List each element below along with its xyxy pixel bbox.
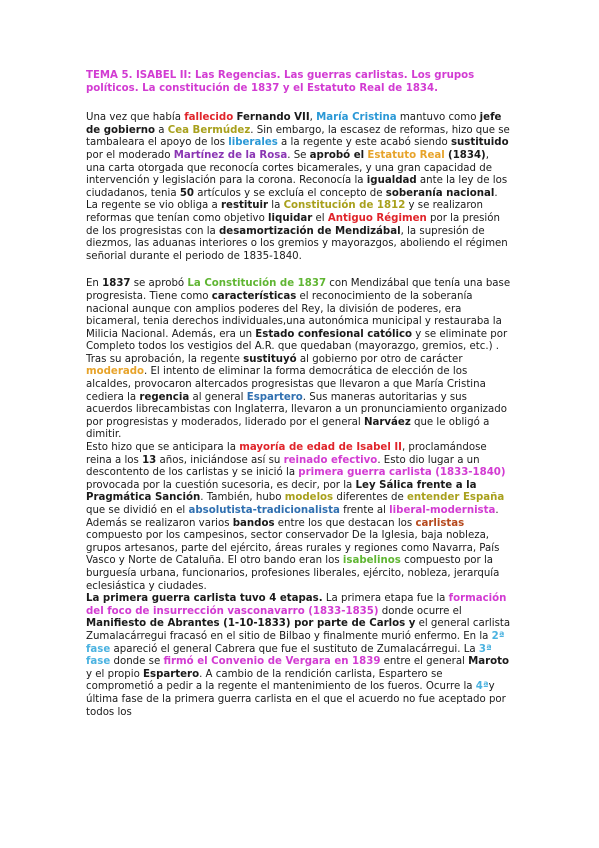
text-run: el reconocimiento de la soberanía nacional aunque con amplios poderes del Rey, la división de poderes, era bicameral, tenia derechos individuales,una autonómica municipal y restauraba la Milicia Nacional. Además, era un (86, 290, 502, 340)
text-run: y el propio (86, 668, 144, 680)
text-run: compuesto por los campesinos, sector conservador De la Iglesia, baja nobleza, grupos artesanos, parte del ejército, áreas rurales y regiones como Navarra, País Vasco y Norte de Cataluña. El otro bando eran los (86, 530, 500, 567)
text-run: Constitución de 1812 (283, 200, 406, 212)
paragraph-constitucion-1837 (86, 278, 511, 442)
text-run: Cea Bermúdez (167, 124, 251, 136)
text-run: restituir (221, 200, 269, 212)
text-run: . A cambio de la rendición carlista, Espartero se comprometió a pedir a la regente el mantenimiento de los fueros. Ocurre la (86, 668, 476, 693)
text-run: . Además se realizaron varios (86, 505, 499, 529)
paragraph-primera-guerra-carlista (86, 593, 511, 719)
text-run: al gobierno por otro de carácter (296, 353, 463, 365)
text-run: , (309, 112, 317, 124)
text-run: mantuvo como (396, 112, 480, 124)
text-run: . El intento de eliminar la forma democrática de elección de los alcaldes, provocaron altercados progresistas que llevaron a que María Cristina cediera la (86, 366, 486, 403)
text-run: carlistas (415, 517, 465, 529)
text-run: La Constitución de 1837 (187, 278, 327, 290)
text-run: liberales (228, 137, 278, 149)
text-run: el general carlista Zumalacárregui fracasó en el sitio de Bilbao y finalmente murió enfermo. En la (86, 618, 511, 642)
text-run: jefe de gobierno (86, 112, 502, 136)
text-run: al general (189, 391, 247, 403)
text-run: con Mendizábal que tenía una base progresista. Tiene como (86, 278, 511, 302)
text-run: sustituido (450, 137, 509, 149)
text-run: Narváez (363, 416, 411, 428)
text-run: Manifiesto de Abrantes (1-10-1833) por parte de Carlos y (86, 618, 416, 630)
text-run: 4ª (475, 681, 489, 693)
text-run: soberanía nacional (385, 187, 495, 199)
text-run: fallecido (184, 112, 234, 124)
document-body (86, 70, 511, 719)
text-run: y se realizaron reformas que tenían como objetivo (86, 200, 483, 224)
text-run: , una carta otorgada que reconocía cortes bicamerales, y una gran capacidad de intervención y legislación para la corona. Reconocía la (86, 149, 492, 187)
text-run: Una vez que había (86, 112, 185, 124)
text-run: sustituyó (243, 353, 297, 365)
paragraph-isabel-ii-carlistas (86, 442, 511, 593)
text-run: el (312, 212, 328, 224)
text-run: frente al (339, 505, 390, 516)
text-run: La primera etapa fue la (322, 593, 449, 605)
text-run: características (211, 290, 297, 302)
text-run: a (155, 124, 168, 136)
text-run: La primera guerra carlista tuvo 4 etapas. (86, 593, 323, 605)
text-run: provocada por la cuestión sucesoria, es decir, por la (86, 479, 356, 491)
text-run: Ley Sálica frente a la Pragmática Sanción (86, 479, 477, 504)
text-run: desamortización de Mendizábal (219, 225, 401, 237)
text-run: . También, hubo (200, 492, 285, 504)
text-run: artículos y se excluía el concepto de (194, 187, 386, 199)
text-run: firmó el Convenio de Vergara en 1839 (163, 656, 381, 668)
text-run: mayoría de edad de Isabel II (239, 442, 402, 454)
text-run: entre el general (380, 656, 469, 668)
text-run: 50 (179, 187, 194, 199)
text-run: Espartero (246, 391, 303, 403)
text-run: donde ocurre el (378, 605, 462, 617)
text-run: Estado confesional católico (255, 328, 413, 340)
text-run: modelos (284, 492, 334, 504)
text-run: . La regente se vio obliga a (86, 187, 498, 212)
text-run: apareció el general Cabrera que fue el sustituto de Zumalacárregui. La (110, 643, 479, 655)
paragraph-regencia-maria-cristina (86, 112, 511, 263)
text-run: que le obligó a dimitir. (86, 416, 490, 441)
text-run: entre los que destacan los (274, 517, 416, 529)
text-run: liberal-modernista (389, 505, 496, 516)
text-run: igualdad (366, 175, 417, 187)
text-run: compuesto por la burguesía urbana, funcionarios, profesiones liberales, ejército, nobleza, jerarquía eclesiástica y ciudades. (86, 555, 500, 592)
text-run: . Se (287, 149, 310, 161)
text-run: , proclamándose reina a los (86, 442, 487, 466)
text-run: bandos (232, 517, 275, 529)
text-run: Antiguo Régimen (327, 212, 427, 224)
text-run: , la supresión de diezmos, las aduanas interiores o los gremios y mayorazgos, aboliendo el régimen señorial durante el periodo de 1835-1840. (86, 225, 508, 262)
text-run: Esto hizo que se anticipara la (86, 442, 240, 454)
text-run: En (86, 278, 103, 290)
text-run: María Cristina (316, 112, 397, 124)
text-run: y se eliminate por Completo todos los vestigios del A.R. que quedaban (mayorazgo, gremios, etc.) . Tras su aprobación, la regente (86, 328, 508, 365)
text-run: entender España (406, 492, 505, 504)
text-run: y última fase de la primera guerra carlista en el que el acuerdo no fue aceptado por todos los (86, 681, 506, 718)
text-run: 13 (142, 454, 157, 466)
text-run: formación del foco de insurrección vasconavarro (1833-1835) (86, 593, 507, 617)
text-run: Fernando VII (236, 112, 310, 124)
text-run: ante la ley de los ciudadanos, tenia (86, 175, 508, 199)
text-run: a la regente y este acabó siendo (277, 137, 451, 149)
text-run: liquidar (268, 212, 313, 224)
text-run: . Sin embargo, la escasez de reformas, hizo que se tambaleara el apoyo de los (86, 124, 510, 149)
text-run: regencia (139, 391, 190, 403)
text-run: 3ª fase (86, 643, 492, 668)
text-run: . Esto dio lugar a un descontento de los carlistas y se inició la (86, 454, 480, 479)
text-run: (1834) (448, 149, 486, 161)
text-run: reinado efectivo (283, 454, 378, 466)
text-run: Estatuto Real (367, 149, 445, 161)
text-run: primera guerra carlista (1833-1840) (298, 467, 506, 479)
text-run: . Sus maneras autoritarias y sus acuerdos librecambistas con Inglaterra, llevaron a un pronunciamiento organizado por progresistas y moderados, liderado por el general (86, 391, 507, 428)
document-title: TEMA 5. ISABEL II: Las Regencias. Las guerras carlistas. Los grupos políticos. La constitución de 1837 y el Estatuto Real de 1834. (86, 70, 475, 94)
text-run: que se dividió en el (86, 505, 189, 516)
text-run: Maroto (468, 656, 510, 668)
text-run: se aprobó (130, 278, 188, 290)
text-run: moderado (86, 366, 145, 378)
text-run: 2ª fase (86, 630, 505, 655)
text-run: la (268, 200, 284, 212)
text-run: años, iniciándose así su (156, 454, 284, 466)
text-run: diferentes de (333, 492, 407, 504)
text-run: isabelinos (342, 555, 401, 567)
text-run: aprobó el (309, 149, 365, 161)
text-run: donde se (110, 656, 164, 668)
text-run: Espartero (143, 668, 200, 680)
text-run: por la presión de los progresistas con la (86, 212, 500, 237)
text-run: Martínez de la Rosa (173, 149, 288, 161)
text-run: 1837 (102, 278, 131, 290)
text-run: absolutista-tradicionalista (188, 505, 340, 516)
text-run: por el moderado (86, 149, 174, 161)
